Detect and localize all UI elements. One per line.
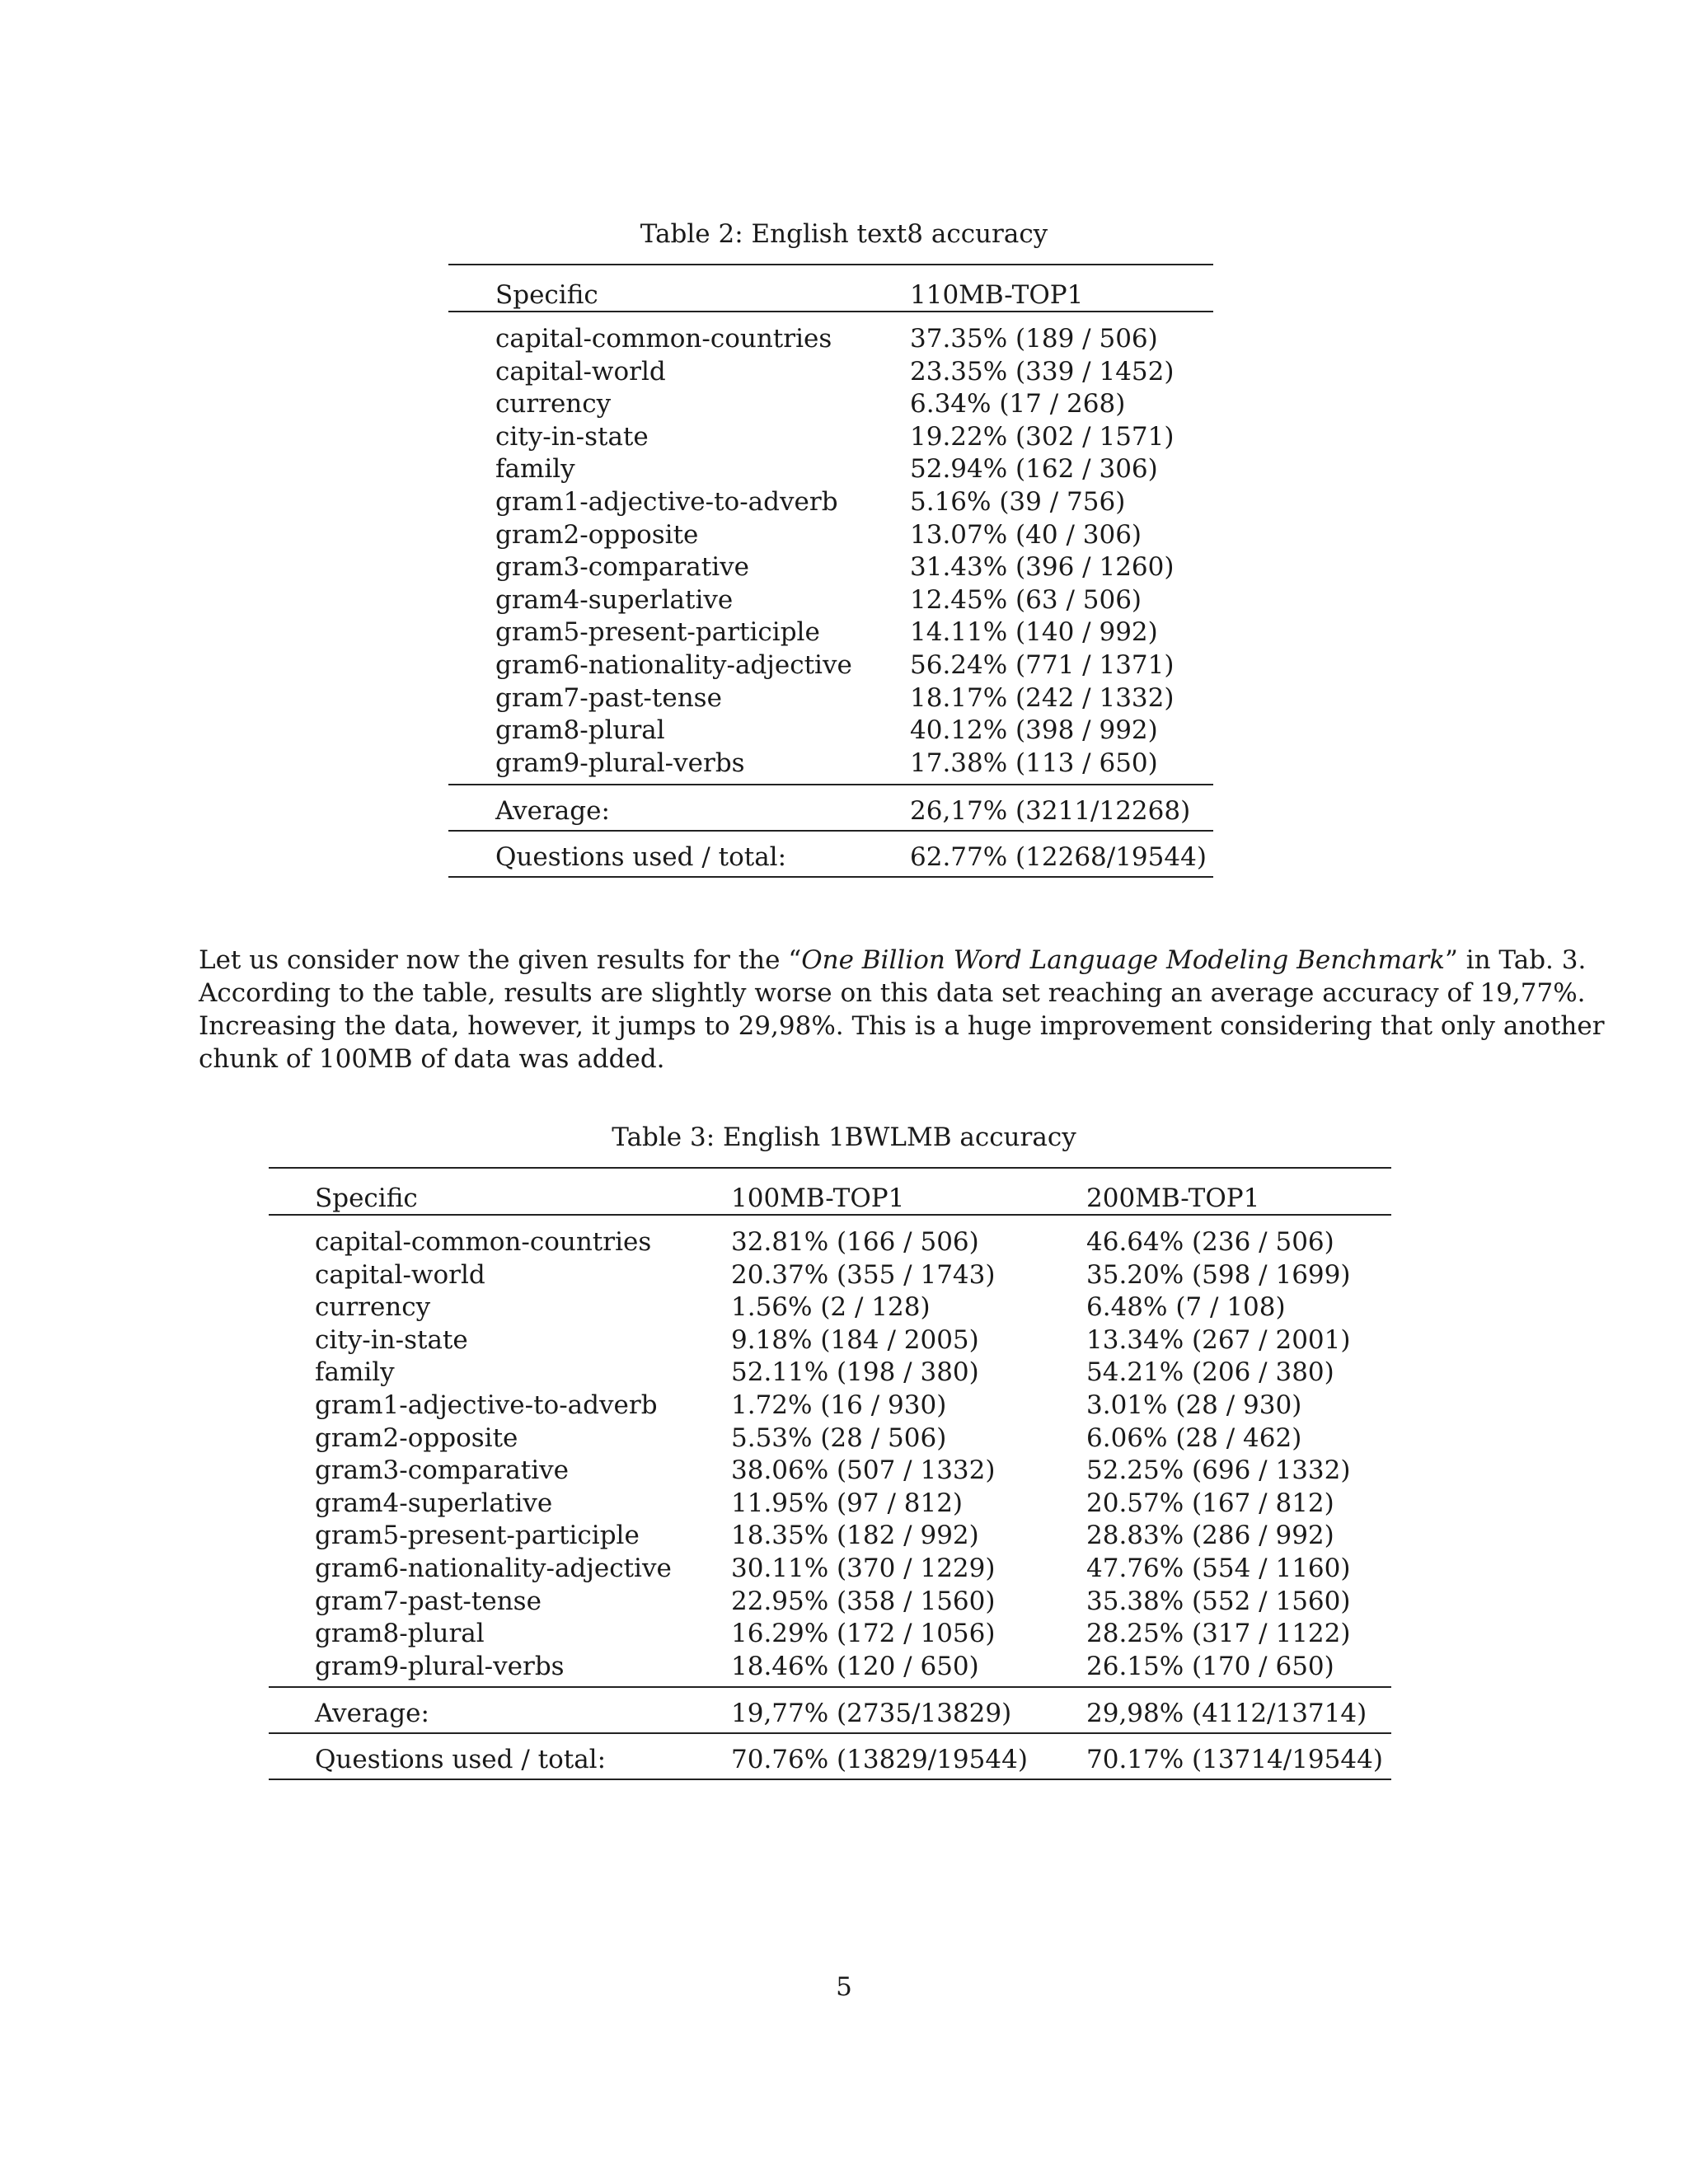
- row-value: 28.25% (317 / 1122): [1086, 1619, 1351, 1649]
- table-row: [269, 1585, 1391, 1618]
- row-value: 18.46% (120 / 650): [731, 1651, 979, 1681]
- row-label: gram3-comparative: [315, 1455, 570, 1486]
- row-label: capital-world: [315, 1259, 485, 1290]
- table3-header-row: [269, 1182, 1391, 1215]
- table-row: [269, 1617, 1391, 1650]
- table2-header-row: [448, 279, 1213, 312]
- row-value: 52.11% (198 / 380): [731, 1357, 979, 1388]
- table2-average-label: Average:: [495, 796, 610, 826]
- row-label: capital-world: [495, 356, 666, 387]
- row-label: gram6-nationality-adjective: [315, 1554, 672, 1583]
- table3-header-specific: Specific: [315, 1183, 418, 1213]
- row-value: 35.38% (552 / 1560): [1086, 1586, 1351, 1616]
- table3-questions-row: [269, 1743, 1391, 1776]
- table2-header-rule: [448, 311, 1213, 312]
- row-value: 54.21% (206 / 380): [1086, 1357, 1334, 1388]
- row-label: city-in-state: [315, 1324, 468, 1355]
- paragraph-line-1-end: ” in Tab. 3.: [1445, 945, 1587, 975]
- table-row: [269, 1487, 1391, 1520]
- row-value: 52.25% (696 / 1332): [1086, 1455, 1351, 1486]
- row-label: city-in-state: [495, 421, 649, 452]
- table-row: [448, 616, 1213, 649]
- table3-header-rule: [269, 1214, 1391, 1216]
- row-value: 20.37% (355 / 1743): [731, 1259, 996, 1290]
- paragraph-line-1-start: Let us consider now the given results for the “: [199, 945, 802, 975]
- row-value: 47.76% (554 / 1160): [1086, 1554, 1351, 1583]
- table-row: [448, 322, 1213, 355]
- table2-average-value: 26,17% (3211/12268): [910, 796, 1191, 826]
- table-row: [448, 649, 1213, 682]
- table-row: [448, 355, 1213, 388]
- row-label: gram4-superlative: [495, 584, 734, 615]
- row-value: 22.95% (358 / 1560): [731, 1586, 996, 1616]
- row-label: gram4-superlative: [315, 1488, 553, 1518]
- benchmark-name: One Billion Word Language Modeling Benchmark: [801, 945, 1445, 975]
- table2-top-rule: [448, 264, 1213, 265]
- row-value: 23.35% (339 / 1452): [910, 356, 1175, 387]
- table-row: [448, 387, 1213, 420]
- paragraph-line-1: [199, 944, 1587, 977]
- row-value: 35.20% (598 / 1699): [1086, 1259, 1351, 1290]
- row-value: 13.07% (40 / 306): [910, 519, 1142, 550]
- page-number: 5: [836, 1972, 852, 2002]
- table3-mid-rule: [269, 1686, 1391, 1688]
- row-value: 9.18% (184 / 2005): [731, 1324, 979, 1355]
- row-label: gram1-adjective-to-adverb: [495, 487, 838, 517]
- table-row: [448, 583, 1213, 616]
- row-value: 31.43% (396 / 1260): [910, 552, 1175, 583]
- body-paragraph: [199, 944, 1605, 1076]
- row-label: gram7-past-tense: [495, 682, 722, 713]
- row-label: gram3-comparative: [495, 552, 750, 583]
- row-value: 46.64% (236 / 506): [1086, 1227, 1334, 1257]
- table2-avg-rule: [448, 830, 1213, 832]
- table-row: [269, 1258, 1391, 1291]
- row-value: 11.95% (97 / 812): [731, 1488, 964, 1518]
- row-value: 12.45% (63 / 506): [910, 584, 1142, 615]
- table-row: [269, 1291, 1391, 1324]
- paragraph-line-3: Increasing the data, however, it jumps to 29,98%. This is a huge improvement considering that only another: [199, 1011, 1605, 1041]
- row-label: family: [495, 454, 575, 485]
- row-value: 32.81% (166 / 506): [731, 1227, 979, 1257]
- table2-questions-label: Questions used / total:: [495, 842, 787, 872]
- table-row: [269, 1422, 1391, 1455]
- table-row: [269, 1324, 1391, 1357]
- table-row: [269, 1356, 1391, 1389]
- row-value: 16.29% (172 / 1056): [731, 1619, 996, 1649]
- table3-header-col2: 200MB-TOP1: [1086, 1183, 1260, 1213]
- row-value: 28.83% (286 / 992): [1086, 1521, 1334, 1551]
- row-label: gram8-plural: [315, 1619, 485, 1649]
- table3-header-col1: 100MB-TOP1: [731, 1183, 905, 1213]
- row-value: 5.16% (39 / 756): [910, 487, 1126, 517]
- table-row: [448, 714, 1213, 747]
- table-row: [448, 485, 1213, 518]
- paragraph-line-4: chunk of 100MB of data was added.: [199, 1044, 665, 1074]
- row-value: 6.34% (17 / 268): [910, 389, 1126, 419]
- row-value: 26.15% (170 / 650): [1086, 1651, 1334, 1681]
- table-row: [269, 1454, 1391, 1487]
- row-label: gram9-plural-verbs: [315, 1651, 565, 1681]
- row-label: family: [315, 1357, 395, 1388]
- table2-mid-rule: [448, 784, 1213, 785]
- row-label: gram9-plural-verbs: [495, 748, 745, 778]
- row-value: 37.35% (189 / 506): [910, 324, 1158, 354]
- table2-questions-value: 62.77% (12268/19544): [910, 842, 1207, 872]
- row-value: 56.24% (771 / 1371): [910, 650, 1175, 680]
- table-row: [448, 420, 1213, 453]
- row-label: gram5-present-participle: [315, 1521, 640, 1551]
- table-row: [448, 682, 1213, 715]
- table2-caption: Table 2: English text8 accuracy: [640, 219, 1048, 249]
- paragraph-line-2: According to the table, results are slightly worse on this data set reaching an average accuracy of 19,77%.: [199, 978, 1586, 1008]
- row-value: 18.17% (242 / 1332): [910, 682, 1175, 713]
- table3-average-row: [269, 1697, 1391, 1730]
- table3-caption: Table 3: English 1BWLMB accuracy: [612, 1122, 1076, 1152]
- row-value: 38.06% (507 / 1332): [731, 1455, 996, 1486]
- row-label: gram6-nationality-adjective: [495, 650, 852, 680]
- table2-questions-row: [448, 841, 1213, 874]
- row-label: gram5-present-participle: [495, 617, 820, 648]
- row-value: 5.53% (28 / 506): [731, 1422, 947, 1453]
- table2-header-specific: Specific: [495, 280, 598, 310]
- row-value: 52.94% (162 / 306): [910, 454, 1158, 485]
- row-label: capital-common-countries: [495, 324, 832, 354]
- table-row: [448, 518, 1213, 551]
- table-row: [269, 1519, 1391, 1552]
- table3-questions-label: Questions used / total:: [315, 1745, 607, 1774]
- table3-bottom-rule: [269, 1779, 1391, 1780]
- row-value: 3.01% (28 / 930): [1086, 1390, 1302, 1420]
- row-label: capital-common-countries: [315, 1227, 652, 1257]
- row-value: 17.38% (113 / 650): [910, 748, 1158, 778]
- row-value: 30.11% (370 / 1229): [731, 1554, 996, 1583]
- row-value: 18.35% (182 / 992): [731, 1521, 979, 1551]
- table3-questions-value-100mb: 70.76% (13829/19544): [731, 1745, 1028, 1774]
- row-value: 20.57% (167 / 812): [1086, 1488, 1334, 1518]
- row-value: 6.06% (28 / 462): [1086, 1422, 1302, 1453]
- table-row: [448, 551, 1213, 583]
- row-value: 1.56% (2 / 128): [731, 1292, 931, 1323]
- table3-average-value-100mb: 19,77% (2735/13829): [731, 1699, 1012, 1728]
- row-value: 19.22% (302 / 1571): [910, 421, 1175, 452]
- row-label: gram1-adjective-to-adverb: [315, 1390, 658, 1420]
- table3-average-label: Average:: [315, 1699, 429, 1728]
- table-row: [269, 1650, 1391, 1683]
- row-value: 13.34% (267 / 2001): [1086, 1324, 1351, 1355]
- row-label: gram7-past-tense: [315, 1586, 542, 1616]
- row-value: 1.72% (16 / 930): [731, 1390, 947, 1420]
- table-row: [269, 1226, 1391, 1258]
- table2-header-col1: 110MB-TOP1: [910, 280, 1084, 310]
- row-label: gram8-plural: [495, 715, 665, 746]
- table-row: [269, 1389, 1391, 1422]
- table3-top-rule: [269, 1167, 1391, 1169]
- table-row: [269, 1552, 1391, 1585]
- table3-avg-rule: [269, 1732, 1391, 1734]
- table2-average-row: [448, 794, 1213, 827]
- table-row: [448, 747, 1213, 780]
- table3-questions-value-200mb: 70.17% (13714/19544): [1086, 1745, 1383, 1774]
- row-label: currency: [495, 389, 612, 419]
- table-row: [448, 452, 1213, 485]
- row-value: 6.48% (7 / 108): [1086, 1292, 1286, 1323]
- table2-bottom-rule: [448, 876, 1213, 878]
- row-label: gram2-opposite: [495, 519, 699, 550]
- row-label: currency: [315, 1292, 431, 1323]
- table3-average-value-200mb: 29,98% (4112/13714): [1086, 1699, 1367, 1728]
- row-label: gram2-opposite: [315, 1422, 518, 1453]
- row-value: 40.12% (398 / 992): [910, 715, 1158, 746]
- row-value: 14.11% (140 / 992): [910, 617, 1158, 648]
